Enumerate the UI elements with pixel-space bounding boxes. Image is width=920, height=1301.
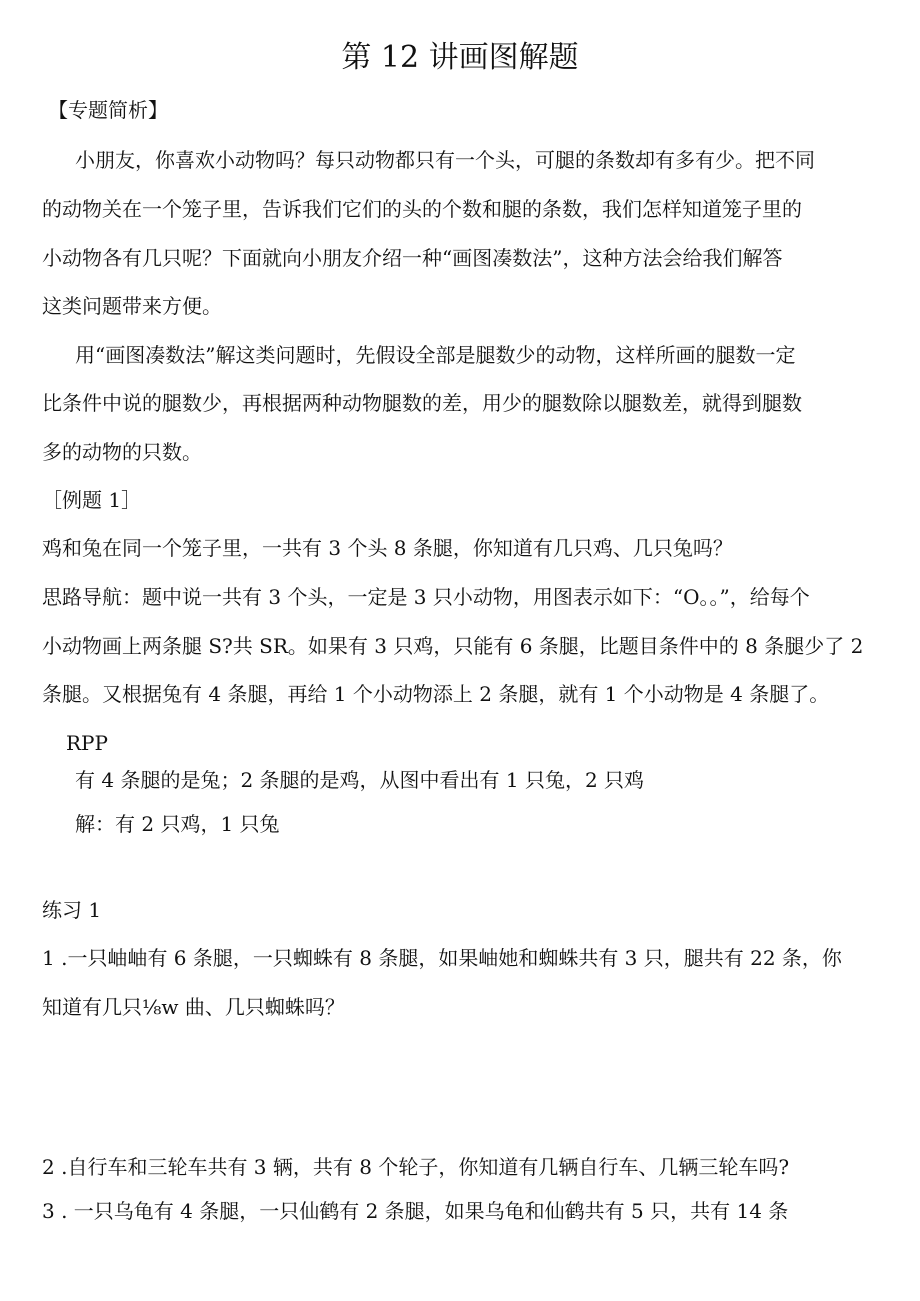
practice-q1-line-1: 1 .一只岫岫有 6 条腿，一只蜘蛛有 8 条腿，如果岫她和蜘蛛共有 3 只，腿共有 22 条，你 xyxy=(42,946,842,970)
intro-line-1: 小朋友，你喜欢小动物吗？每只动物都只有一个头，可腿的条数却有多有少。把不同 xyxy=(75,148,815,172)
example-question: 鸡和兔在同一个笼子里，一共有 3 个头 8 条腿，你知道有几只鸡、几只兔吗？ xyxy=(42,536,733,560)
thinking-line-2: 小动物画上两条腿 S?共 SR。如果有 3 只鸡，只能有 6 条腿，比题目条件中的 8 条腿少了 2 xyxy=(42,634,864,658)
thinking-line-3: 条腿。又根据兔有 4 条腿，再给 1 个小动物添上 2 条腿，就有 1 个小动物是 4 条腿了。 xyxy=(42,682,830,706)
intro-line-4: 这类问题带来方便。 xyxy=(42,294,222,318)
practice-q3: 3 . 一只乌龟有 4 条腿，一只仙鹤有 2 条腿，如果乌龟和仙鹤共有 5 只，共有 14 条 xyxy=(42,1199,789,1223)
example-answer: 解：有 2 只鸡，1 只兔 xyxy=(75,812,280,836)
example-label: ［例题 1］ xyxy=(42,488,142,512)
method-line-2: 比条件中说的腿数少，再根据两种动物腿数的差，用少的腿数除以腿数差，就得到腿数 xyxy=(42,391,802,415)
figure-text: RPP xyxy=(66,731,108,755)
example-conclusion: 有 4 条腿的是兔；2 条腿的是鸡，从图中看出有 1 只兔，2 只鸡 xyxy=(75,768,645,792)
intro-line-3: 小动物各有几只呢？下面就向小朋友介绍一种“画图凑数法”，这种方法会给我们解答 xyxy=(42,246,783,270)
intro-line-2: 的动物关在一个笼子里，告诉我们它们的头的个数和腿的条数，我们怎样知道笼子里的 xyxy=(42,197,802,221)
method-line-3: 多的动物的只数。 xyxy=(42,440,202,464)
section-heading: 【专题简析】 xyxy=(48,98,168,122)
page-title: 第 12 讲画图解题 xyxy=(341,40,579,75)
practice-q2: 2 .自行车和三轮车共有 3 辆，共有 8 个轮子，你知道有几辆自行车、几辆三轮车吗? xyxy=(42,1155,790,1179)
practice-label: 练习 1 xyxy=(42,898,102,922)
practice-q1-line-2: 知道有几只⅛w 曲、几只蜘蛛吗？ xyxy=(42,995,345,1019)
method-line-1: 用“画图凑数法”解这类问题时，先假设全部是腿数少的动物，这样所画的腿数一定 xyxy=(75,343,796,367)
thinking-line-1: 思路导航：题中说一共有 3 个头，一定是 3 只小动物，用图表示如下：“O。。”，给每个 xyxy=(42,585,810,609)
